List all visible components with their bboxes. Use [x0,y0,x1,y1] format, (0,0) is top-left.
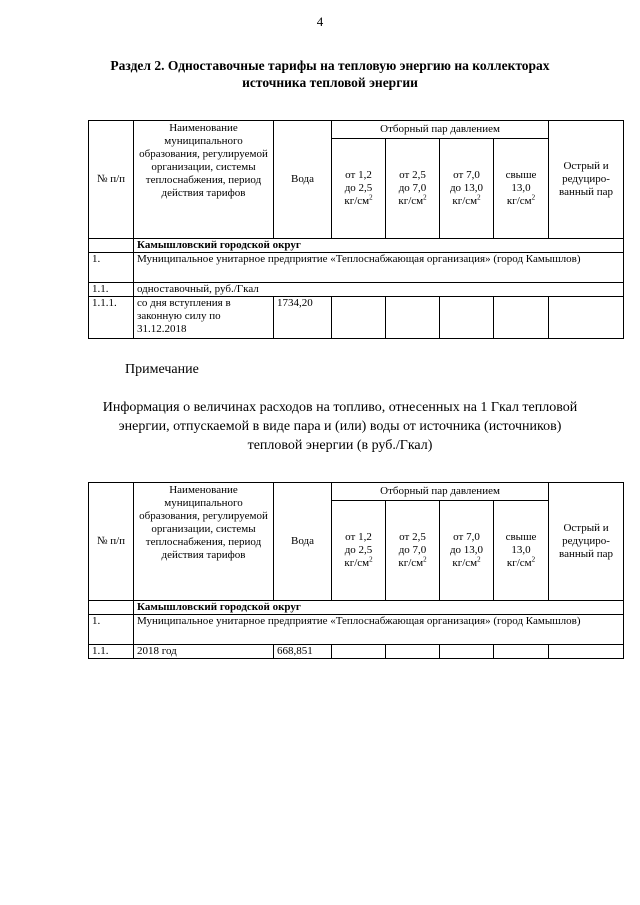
header-num: № п/п [89,121,134,239]
table-cell [549,645,624,659]
header-pressure-2: от 2,5 до 7,0 $кг/см^2$ [386,139,440,239]
table-cell [89,601,134,615]
table-cell [440,297,494,339]
row-text: Муниципальное унитарное предприятие «Теплоснабжающая организация» (город Камышлов) [134,253,624,283]
table-cell [494,297,549,339]
table-cell [386,645,440,659]
header-pressure-1: от 1,2 до 2,5 $кг/см^2$ [332,139,386,239]
row-text: 2018 год [134,645,274,659]
table-cell [89,239,134,253]
header-steam-group: Отборный пар давлением [332,121,549,139]
row-num: 1. [89,615,134,645]
row-num: 1.1. [89,645,134,659]
district-row: Камышловский городской округ [134,239,624,253]
header-name: Наименование муниципального образования, регулируемой организации, системы теплоснабжения, период действия тарифов [134,121,274,239]
row-text: одноставочный, руб./Гкал [134,283,624,297]
header-num: № п/п [89,483,134,601]
table-cell [549,297,624,339]
note-label: Примечание [125,362,199,377]
row-text: Муниципальное унитарное предприятие «Теплоснабжающая организация» (город Камышлов) [134,615,624,645]
row-num: 1. [89,253,134,283]
row-num: 1.1.1. [89,297,134,339]
header-water: Вода [274,483,332,601]
table-cell [440,645,494,659]
table-cell [332,645,386,659]
row-text: со дня вступления в законную силу по 31.12.2018 [134,297,274,339]
table-cell [332,297,386,339]
row-num: 1.1. [89,283,134,297]
fuel-cost-table [88,482,624,659]
header-pressure-4: свыше 13,0 $кг/см^2$ [494,501,549,601]
district-row: Камышловский городской округ [134,601,624,615]
table-cell [386,297,440,339]
header-pressure-2: от 2,5 до 7,0 $кг/см^2$ [386,501,440,601]
header-pressure-3: от 7,0 до 13,0 $кг/см^2$ [440,501,494,601]
section-title: Раздел 2. Одноставочные тарифы на тепловую энергию на коллекторах источника тепловой энергии [110,58,550,90]
info-text: Информация о величинах расходов на топливо, отнесенных на 1 Гкал тепловой энергии, отпускаемой в виде пара и (или) воды от источника (источников) тепловой энергии (в руб./Гкал) [102,400,578,453]
header-steam-group: Отборный пар давлением [332,483,549,501]
water-value: 1734,20 [274,297,332,339]
header-name: Наименование муниципального образования, регулируемой организации, системы теплоснабжения, период действия тарифов [134,483,274,601]
header-pressure-4: свыше 13,0 $кг/см^2$ [494,139,549,239]
header-sharp-steam: Острый и редуциро-ванный пар [549,121,624,239]
water-value: 668,851 [274,645,332,659]
header-pressure-1: от 1,2 до 2,5 $кг/см^2$ [332,501,386,601]
header-sharp-steam: Острый и редуциро-ванный пар [549,483,624,601]
page-number: 4 [316,14,324,29]
table-cell [494,645,549,659]
tariff-table [88,120,624,339]
header-pressure-3: от 7,0 до 13,0 $кг/см^2$ [440,139,494,239]
header-water: Вода [274,121,332,239]
